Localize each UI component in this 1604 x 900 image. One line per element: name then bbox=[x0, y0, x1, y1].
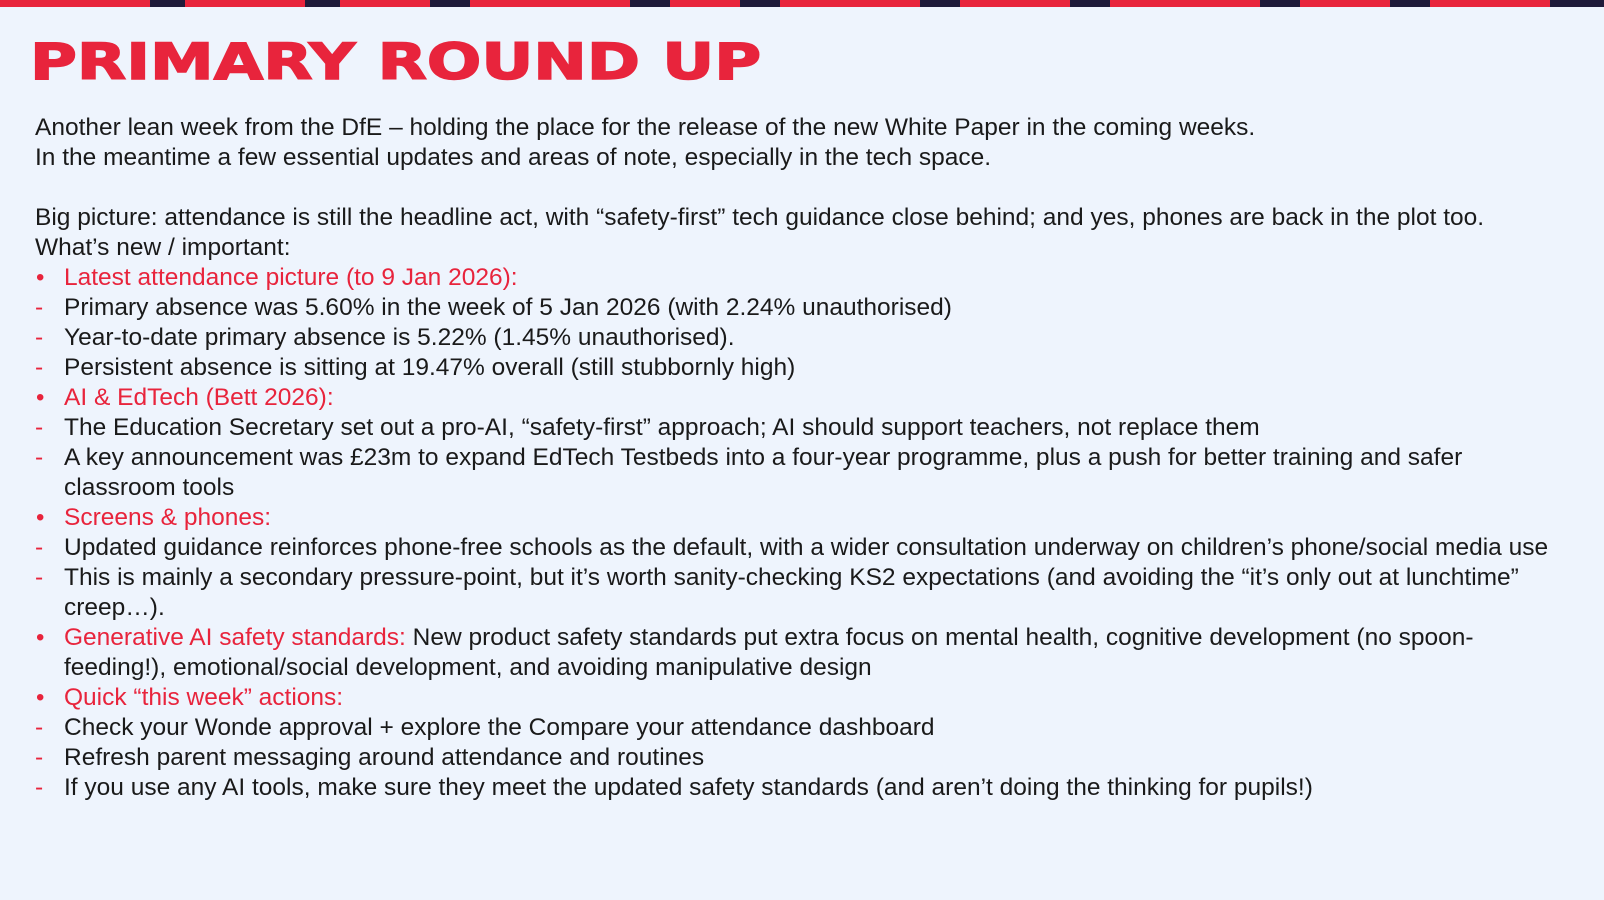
list-item bbox=[35, 563, 1565, 623]
dash-marker: - bbox=[35, 354, 44, 381]
section-heading-text: Screens & phones: bbox=[64, 504, 272, 531]
bullet-marker: • bbox=[36, 684, 45, 711]
dash-marker: - bbox=[35, 714, 44, 741]
section-heading-text: AI & EdTech (Bett 2026): bbox=[64, 384, 334, 411]
list-item-text: Year-to-date primary absence is 5.22% (1.45% unauthorised). bbox=[64, 324, 735, 351]
list-item bbox=[35, 413, 1565, 443]
list-item bbox=[35, 293, 1565, 323]
list-item bbox=[35, 323, 1565, 353]
section-heading-attendance bbox=[35, 263, 1565, 293]
dash-marker: - bbox=[35, 414, 44, 441]
round-up-body bbox=[35, 113, 1565, 803]
list-item bbox=[35, 743, 1565, 773]
intro-line-2: In the meantime a few essential updates and areas of note, especially in the tech space. bbox=[35, 144, 992, 171]
paragraph-gap bbox=[35, 173, 1565, 203]
list-item bbox=[35, 443, 1565, 503]
bullet-marker: • bbox=[36, 384, 45, 411]
update-list bbox=[35, 263, 1565, 803]
list-item-text: A key announcement was £23m to expand EdTech Testbeds into a four-year programme, plus a push for better training and safer classroom tools bbox=[64, 444, 1463, 501]
section-heading-screens-phones bbox=[35, 503, 1565, 533]
list-item-text: Check your Wonde approval + explore the Compare your attendance dashboard bbox=[64, 714, 935, 741]
top-banner-strip bbox=[0, 0, 1604, 7]
section-heading-ai-edtech bbox=[35, 383, 1565, 413]
dash-marker: - bbox=[35, 774, 44, 801]
dash-marker: - bbox=[35, 564, 44, 591]
dash-marker: - bbox=[35, 294, 44, 321]
list-item-text: Updated guidance reinforces phone-free schools as the default, with a wider consultation underway on children’s phone/social media use bbox=[64, 534, 1549, 561]
dash-marker: - bbox=[35, 744, 44, 771]
list-item-text: The Education Secretary set out a pro-AI, “safety-first” approach; AI should support teachers, not replace them bbox=[64, 414, 1260, 441]
list-item-text: Refresh parent messaging around attendance and routines bbox=[64, 744, 705, 771]
section-heading-text: Generative AI safety standards: bbox=[64, 624, 406, 651]
section-heading-genai-safety bbox=[35, 623, 1565, 683]
list-item-text: Persistent absence is sitting at 19.47% overall (still stubbornly high) bbox=[64, 354, 796, 381]
section-heading-quick-actions bbox=[35, 683, 1565, 713]
dash-marker: - bbox=[35, 444, 44, 471]
whats-new-label: What’s new / important: bbox=[35, 234, 291, 261]
section-inline-text: New product safety standards put extra focus on mental health, cognitive development (no spoon-feeding!), emotional/social development, and avoiding manipulative design bbox=[64, 624, 1474, 681]
list-item-text: Primary absence was 5.60% in the week of 5 Jan 2026 (with 2.24% unauthorised) bbox=[64, 294, 952, 321]
dash-marker: - bbox=[35, 324, 44, 351]
intro-line-1: Another lean week from the DfE – holding the place for the release of the new White Paper in the coming weeks. bbox=[35, 114, 1256, 141]
bullet-marker: • bbox=[36, 504, 45, 531]
big-picture-text: Big picture: attendance is still the headline act, with “safety-first” tech guidance close behind; and yes, phones are back in the plot too. bbox=[35, 204, 1485, 231]
dash-marker: - bbox=[35, 534, 44, 561]
section-heading-text: Quick “this week” actions: bbox=[64, 684, 344, 711]
list-item-text: This is mainly a secondary pressure-point, but it’s worth sanity-checking KS2 expectations (and avoiding the “it’s only out at lunchtime” creep…). bbox=[64, 564, 1519, 621]
list-item-text: If you use any AI tools, make sure they meet the updated safety standards (and aren’t doing the thinking for pupils!) bbox=[64, 774, 1313, 801]
bullet-marker: • bbox=[36, 624, 45, 651]
list-item bbox=[35, 533, 1565, 563]
bullet-marker: • bbox=[36, 264, 45, 291]
list-item bbox=[35, 353, 1565, 383]
list-item bbox=[35, 713, 1565, 743]
list-item bbox=[35, 773, 1565, 803]
section-heading-text: Latest attendance picture (to 9 Jan 2026): bbox=[64, 264, 518, 291]
page-title: PRIMARY ROUND UP bbox=[30, 33, 762, 91]
